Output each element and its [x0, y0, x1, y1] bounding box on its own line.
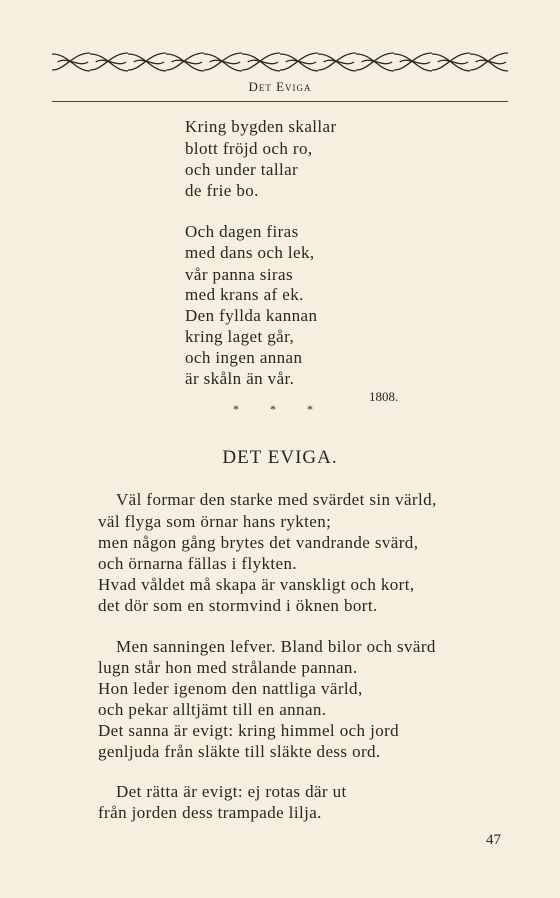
verse-line: Och dagen firas: [185, 222, 299, 241]
verse-line: blott fröjd och ro,: [185, 139, 313, 158]
verse-line: Den fyllda kannan: [185, 306, 318, 325]
verse-line: och örnarna fällas i flykten.: [98, 554, 297, 573]
header-rule: [52, 101, 508, 102]
verse-line: genljuda från släkte till släkte dess ord.: [98, 742, 381, 761]
verse-line: Det rätta är evigt: ej rotas där ut: [116, 782, 347, 801]
verse-line: är skåln än vår.: [185, 369, 295, 388]
decorative-knotwork-band-icon: [52, 50, 508, 74]
verse-line: men någon gång brytes det vandrande svärd,: [98, 533, 419, 552]
verse-line: Väl formar den starke med svärdet sin värld,: [116, 490, 437, 509]
verse-line: Hon leder igenom den nattliga värld,: [98, 679, 363, 698]
verse-line: Hvad våldet må skapa är vanskligt och kort,: [98, 575, 415, 594]
verse-line: och under tallar: [185, 160, 299, 179]
verse-line: Kring bygden skallar: [185, 117, 337, 136]
verse-line: med dans och lek,: [185, 243, 315, 262]
verse-line: de frie bo.: [185, 181, 259, 200]
verse-line: väl flyga som örnar hans rykten;: [98, 512, 332, 531]
running-head: Det Eviga: [248, 79, 312, 94]
verse-line: och ingen annan: [185, 348, 303, 367]
poem-title: DET EVIGA.: [222, 447, 338, 468]
verse-line: från jorden dess trampade lilja.: [98, 803, 322, 822]
verse-line: och pekar alltjämt till en annan.: [98, 700, 327, 719]
verse-line: med krans af ek.: [185, 285, 304, 304]
page-number: 47: [486, 832, 501, 848]
section-divider-asterisks: * * *: [233, 402, 327, 416]
verse-line: vår panna siras: [185, 265, 293, 284]
verse-line: kring laget går,: [185, 327, 295, 346]
verse-line: det dör som en stormvind i öknen bort.: [98, 596, 378, 615]
verse-line: lugn står hon med strålande pannan.: [98, 658, 358, 677]
poem-date: 1808.: [369, 389, 399, 404]
verse-line: Det sanna är evigt: kring himmel och jord: [98, 721, 400, 740]
verse-line: Men sanningen lefver. Bland bilor och svärd: [116, 637, 436, 656]
